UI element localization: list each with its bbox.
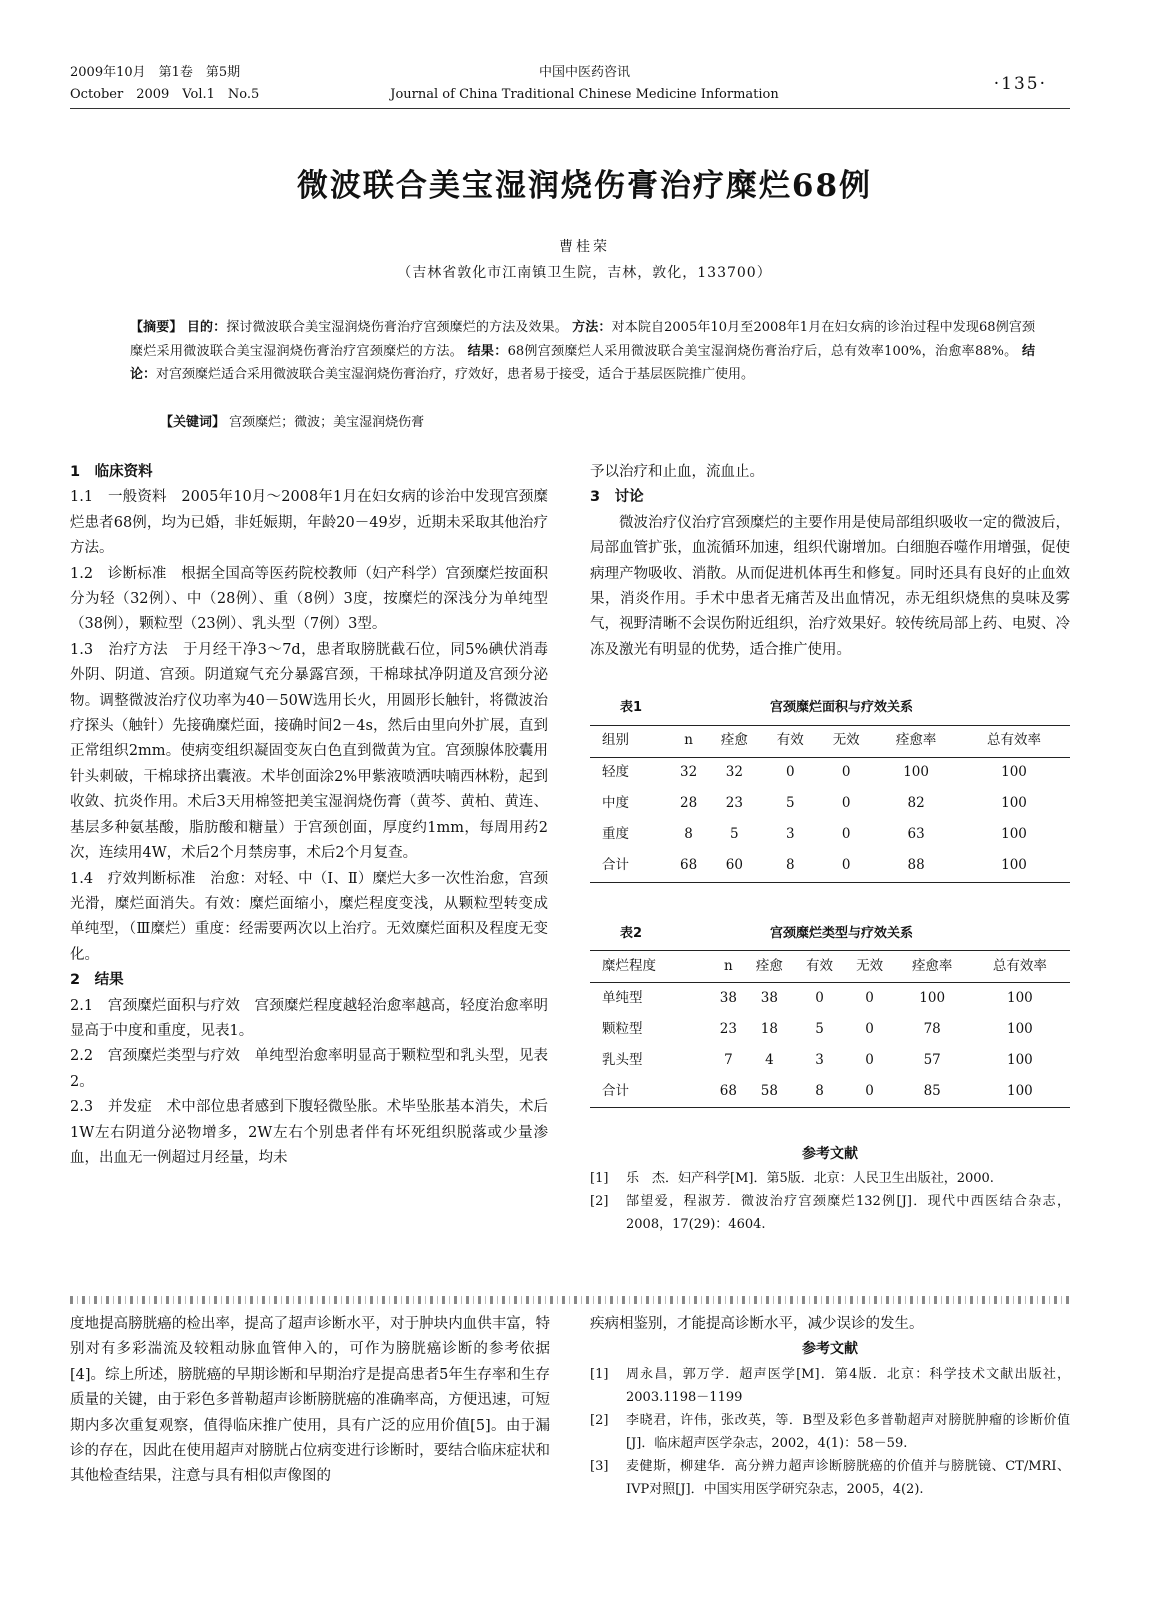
- table-cell: 68: [680, 857, 698, 874]
- table-2-grid: [590, 950, 1070, 1108]
- table-header-cell: 有效: [805, 957, 833, 974]
- abstract-method: 对本院自2005年10月至2008年1月在妇女病的诊治过程中发现68例宫颈糜烂采用微波联合美宝湿润烧伤膏治疗宫颈糜烂的方法。: [130, 320, 1035, 359]
- table-cell: 5: [785, 795, 795, 812]
- table-1-caption: [590, 695, 1070, 724]
- table-header-cell: 无效: [832, 732, 860, 749]
- abstract-conclusion: 对宫颈糜烂适合采用微波联合美宝湿润烧伤膏治疗，疗效好，患者易于接受，适合于基层医院推广使用。: [156, 367, 755, 382]
- table-cell: 8: [785, 857, 795, 874]
- section-1-heading: 1 临床资料: [70, 464, 153, 480]
- table-cell: 85: [923, 1082, 941, 1099]
- table-cell: 100: [1006, 1082, 1033, 1099]
- section-3-heading: 3 讨论: [590, 489, 644, 506]
- abstract-result: 68例宫颈糜烂人采用微波联合美宝湿润烧伤膏治疗后，总有效率100%，治愈率88%。: [507, 343, 1018, 359]
- reference-text: 郜望爱，程淑芳．微波治疗宫颈糜烂132例[J]．现代中西医结合杂志，2008，17(29)：4604.: [626, 1194, 1070, 1233]
- table-cell: 重度: [602, 826, 629, 843]
- table-header-cell: 痊愈率: [911, 957, 953, 974]
- continued-text: 予以治疗和止血，流血止。: [590, 464, 764, 480]
- reference-item: [590, 1190, 1070, 1236]
- keywords: [160, 411, 424, 430]
- reference-number: [1]: [590, 1171, 609, 1187]
- table-header-cell: 总有效率: [992, 957, 1047, 974]
- table-cell: 58: [760, 1082, 778, 1099]
- abstract-result-label: 结果：: [467, 343, 508, 359]
- table-cell: 28: [680, 795, 698, 812]
- table-cell: 78: [923, 1020, 941, 1037]
- table-cell: 32: [680, 764, 698, 781]
- reference-text: 李晓君，许伟，张改英，等．B型及彩色多普勒超声对膀胱肿瘤的诊断价值[J]．临床超声医学杂志，2002，4(1)：58－59.: [626, 1412, 1070, 1451]
- reference-number: [2]: [590, 1194, 609, 1210]
- table-cell: 0: [815, 989, 824, 1006]
- table-2-caption: [590, 921, 1070, 950]
- table-cell: 乳头型: [602, 1051, 643, 1068]
- table-header-cell: 有效: [776, 732, 804, 749]
- table-cell: 中度: [602, 795, 629, 812]
- table-header-cell: n: [684, 732, 693, 749]
- article-divider: [70, 1296, 1070, 1304]
- table-cell: 100: [903, 764, 929, 781]
- table-cell: 5: [730, 826, 739, 843]
- table-header-cell: 组别: [602, 732, 629, 749]
- keywords-text: 宫颈糜烂；微波；美宝湿润烧伤膏: [229, 415, 425, 430]
- table-cell: 3: [785, 826, 795, 843]
- table-cell: 0: [865, 1051, 874, 1068]
- table-row: [590, 983, 1070, 1015]
- bottom-left-text: 度地提高膀胱癌的检出率，提高了超声诊断水平，对于肿块内血供丰富，特别对有多彩湍流及较粗动脉血管伸入的，可作为膀胱癌诊断的参考依据[4]。综上所述，膀胱癌的早期诊断和早期治疗是提高患者5年生存率和生存质量的关键，由于彩色多普勒超声诊断膀胱癌的准确率高，方便迅速，可短期内多次重复观察，值得临床推广使用，具有广泛的应用价值[5]。由于漏诊的存在，因此在使用超声对膀胱占位病变进行诊断时，要结合临床症状和其他检查结果，注意与具有相似声像图的: [70, 1316, 550, 1485]
- keywords-label: 【关键词】: [160, 415, 226, 430]
- table-cell: 57: [923, 1051, 941, 1068]
- table-2-number: 表2: [620, 925, 643, 941]
- left-column: [70, 460, 548, 1171]
- table-1-number: 表1: [620, 700, 643, 716]
- table-cell: 100: [1001, 857, 1027, 874]
- para-1-1: 1.1 一般资料 2005年10月～2008年1月在妇女病的诊治中发现宫颈糜烂患者68例，均为已婚，非妊娠期，年龄20－49岁，近期未采取其他治疗方法。: [70, 489, 548, 557]
- para-2-1: 2.1 宫颈糜烂面积与疗效 宫颈糜烂程度越轻治愈率越高，轻度治愈率明显高于中度和重度，见表1。: [70, 997, 548, 1039]
- bottom-right-column: [590, 1312, 1070, 1501]
- abstract-method-label: 方法：: [572, 320, 612, 335]
- table-cell: 32: [725, 764, 743, 781]
- table-cell: 38: [760, 989, 778, 1006]
- table-header-cell: 痊愈: [755, 957, 783, 974]
- issue-cn: 2009年10月 第1卷 第5期: [70, 65, 241, 80]
- right-column: [590, 460, 1070, 1236]
- bottom-left-column: [70, 1312, 550, 1490]
- page-number: ·135·: [993, 74, 1047, 94]
- article-affiliation: （吉林省敦化市江南镇卫生院，吉林，敦化，133700）: [397, 265, 772, 281]
- reference-item: [590, 1409, 1070, 1455]
- table-row: [590, 1076, 1070, 1108]
- table-cell: 0: [841, 795, 851, 812]
- table-cell: 100: [1001, 826, 1027, 843]
- reference-text: 周永昌，郭万学．超声医学[M]．第4版．北京：科学技术文献出版社，2003.1198－1199: [626, 1366, 1070, 1405]
- para-2-2: 2.2 宫颈糜烂类型与疗效 单纯型治愈率明显高于颗粒型和乳头型，见表2。: [70, 1048, 548, 1090]
- table-cell: 100: [1001, 795, 1027, 812]
- table-header-cell: 痊愈: [720, 732, 748, 749]
- table-cell: 88: [907, 857, 925, 874]
- article-title: 微波联合美宝湿润烧伤膏治疗糜烂68例: [296, 168, 873, 204]
- table-cell: 合计: [602, 1082, 629, 1099]
- table-cell: 0: [841, 764, 851, 781]
- table-header-cell: n: [724, 957, 733, 974]
- table-cell: 23: [725, 795, 743, 812]
- table-cell: 单纯型: [602, 989, 643, 1006]
- table-cell: 0: [841, 826, 851, 843]
- table-cell: 100: [1006, 989, 1033, 1006]
- article-author: 曹桂荣: [559, 239, 610, 255]
- reference-item: [590, 1167, 1070, 1190]
- table-cell: 5: [815, 1020, 824, 1037]
- table-1: [590, 695, 1070, 882]
- references-1-heading: 参考文献: [802, 1146, 858, 1163]
- table-cell: 38: [719, 989, 737, 1006]
- table-row: [590, 851, 1070, 883]
- table-cell: 100: [1006, 1051, 1033, 1068]
- table-cell: 颗粒型: [602, 1020, 643, 1037]
- table-header-cell: 总有效率: [987, 732, 1042, 749]
- reference-item: [590, 1363, 1070, 1409]
- section-2-heading: 2 结果: [70, 972, 124, 989]
- reference-number: [3]: [590, 1458, 609, 1474]
- table-row: [590, 1014, 1070, 1045]
- table-cell: 4: [765, 1051, 774, 1068]
- table-cell: 0: [841, 857, 851, 874]
- table-cell: 轻度: [602, 764, 629, 781]
- abstract-aim-label: 目的：: [186, 320, 227, 335]
- para-1-3: 1.3 治疗方法 于月经干净3～7d，患者取膀胱截石位，同5%碘伏消毒外阴、阴道、宫颈。阴道窥气充分暴露宫颈，干棉球拭净阴道及宫颈分泌物。调整微波治疗仪功率为40－50W选用长火，用圆形长触针，将微波治疗探头（触针）先接确糜烂面，接确时间2－4s，然后由里向外扩展，直到正常组织2mm。使病变组织凝固变灰白色直到微黄为宜。宫颈腺体胶囊用针头刺破，干棉球挤出囊液。术毕创面涂2%甲紫液喷洒呋喃西林粉，起到收敛、抗炎作用。术后3天用棉签把美宝湿润烧伤膏（黄芩、黄柏、黄连、基层多种氨基酸，脂肪酸和糖量）于宫颈创面，厚度约1mm，每周用药2次，连续用4W，术后2个月禁房事，术后2个月复查。: [70, 641, 548, 862]
- table-row: [590, 789, 1070, 820]
- references-1: [590, 1142, 1070, 1236]
- references-2-heading: 参考文献: [802, 1341, 858, 1358]
- table-cell: 8: [684, 826, 693, 843]
- table-cell: 合计: [602, 857, 629, 874]
- reference-item: [590, 1455, 1070, 1501]
- table-cell: 23: [719, 1020, 737, 1037]
- table-header-row: [590, 951, 1070, 983]
- table-2-title: 宫颈糜烂类型与疗效关系: [770, 925, 914, 941]
- abstract-aim: 探讨微波联合美宝湿润烧伤膏治疗宫颈糜烂的方法及效果。: [226, 320, 568, 335]
- table-header-row: [590, 725, 1070, 757]
- table-header-cell: 痊愈率: [895, 732, 937, 749]
- table-header-cell: 无效: [856, 957, 884, 974]
- table-1-title: 宫颈糜烂面积与疗效关系: [770, 700, 914, 716]
- table-cell: 0: [865, 1020, 874, 1037]
- table-cell: 60: [725, 857, 743, 874]
- bottom-right-text: 疾病相鉴别，才能提高诊断水平，减少误诊的发生。: [590, 1316, 924, 1332]
- reference-text: 乐 杰．妇产科学[M]．第5版．北京：人民卫生出版社，2000.: [626, 1171, 994, 1187]
- journal-name-en: Journal of China Traditional Chinese Medicine Information: [390, 87, 779, 102]
- para-2-3: 2.3 并发症 术中部位患者感到下腹轻微坠胀。术毕坠胀基本消失，术后1W左右阴道分泌物增多，2W左右个别患者伴有坏死组织脱落或少量渗血，出血无一例超过月经量，均未: [70, 1099, 548, 1166]
- table-cell: 0: [785, 764, 795, 781]
- table-cell: 82: [907, 795, 925, 812]
- table-cell: 0: [865, 989, 874, 1006]
- reference-text: 麦健斯，柳建华．高分辨力超声诊断膀胱癌的价值并与膀胱镜、CT/MRI、IVP对照[J]．中国实用医学研究杂志，2005，4(2).: [626, 1458, 1070, 1497]
- table-cell: 63: [907, 826, 925, 843]
- abstract: [130, 316, 1035, 387]
- table-1-grid: [590, 725, 1070, 883]
- table-header-cell: 糜烂程度: [602, 957, 656, 974]
- abstract-label: 【摘要】: [130, 320, 183, 335]
- table-row: [590, 820, 1070, 851]
- table-cell: 100: [919, 989, 946, 1006]
- table-cell: 100: [1006, 1020, 1033, 1037]
- reference-number: [1]: [590, 1366, 609, 1382]
- table-cell: 3: [815, 1051, 824, 1068]
- header-rule: [70, 108, 1070, 109]
- table-cell: 8: [815, 1082, 824, 1099]
- abstract-conclusion-label: 结论：: [130, 343, 1035, 382]
- table-2: [590, 921, 1070, 1108]
- reference-number: [2]: [590, 1412, 609, 1428]
- table-cell: 18: [760, 1020, 778, 1037]
- table-cell: 68: [719, 1082, 737, 1099]
- table-row: [590, 1045, 1070, 1076]
- para-3: 微波治疗仪治疗宫颈糜烂的主要作用是使局部组织吸收一定的微波后，局部血管扩张，血流循环加速，组织代谢增加。白细胞吞噬作用增强，促使病理产物吸收、消散。从而促进机体再生和修复。同时还具有良好的止血效果，消炎作用。手术中患者无痛苦及出血情况，赤无组织烧焦的臭味及雾气，视野清晰不会误伤附近组织，治疗效果好。较传统局部上药、电熨、冷冻及激光有明显的优势，适合推广使用。: [590, 514, 1070, 658]
- para-1-2: 1.2 诊断标准 根据全国高等医药院校教师（妇产科学）宫颈糜烂按面积分为轻（32例）、中（28例）、重（8例）3度，按糜烂的深浅分为单纯型（38例），颗粒型（23例）、乳头型（7例）3型。: [70, 565, 548, 633]
- journal-name-cn: 中国中医药咨讯: [538, 65, 630, 80]
- table-row: [590, 757, 1070, 789]
- table-cell: 0: [865, 1082, 874, 1099]
- para-1-4: 1.4 疗效判断标准 治愈：对轻、中（Ⅰ、Ⅱ）糜烂大多一次性治愈，宫颈光滑，糜烂面消失。有效：糜烂面缩小，糜烂程度变浅，从颗粒型转变成单纯型，（Ⅲ糜烂）重度：经需要两次以上治疗。无效糜烂面积及程度无变化。: [70, 870, 548, 963]
- table-cell: 100: [1001, 764, 1027, 781]
- issue-en: October 2009 Vol.1 No.5: [70, 87, 260, 102]
- table-cell: 7: [724, 1051, 733, 1068]
